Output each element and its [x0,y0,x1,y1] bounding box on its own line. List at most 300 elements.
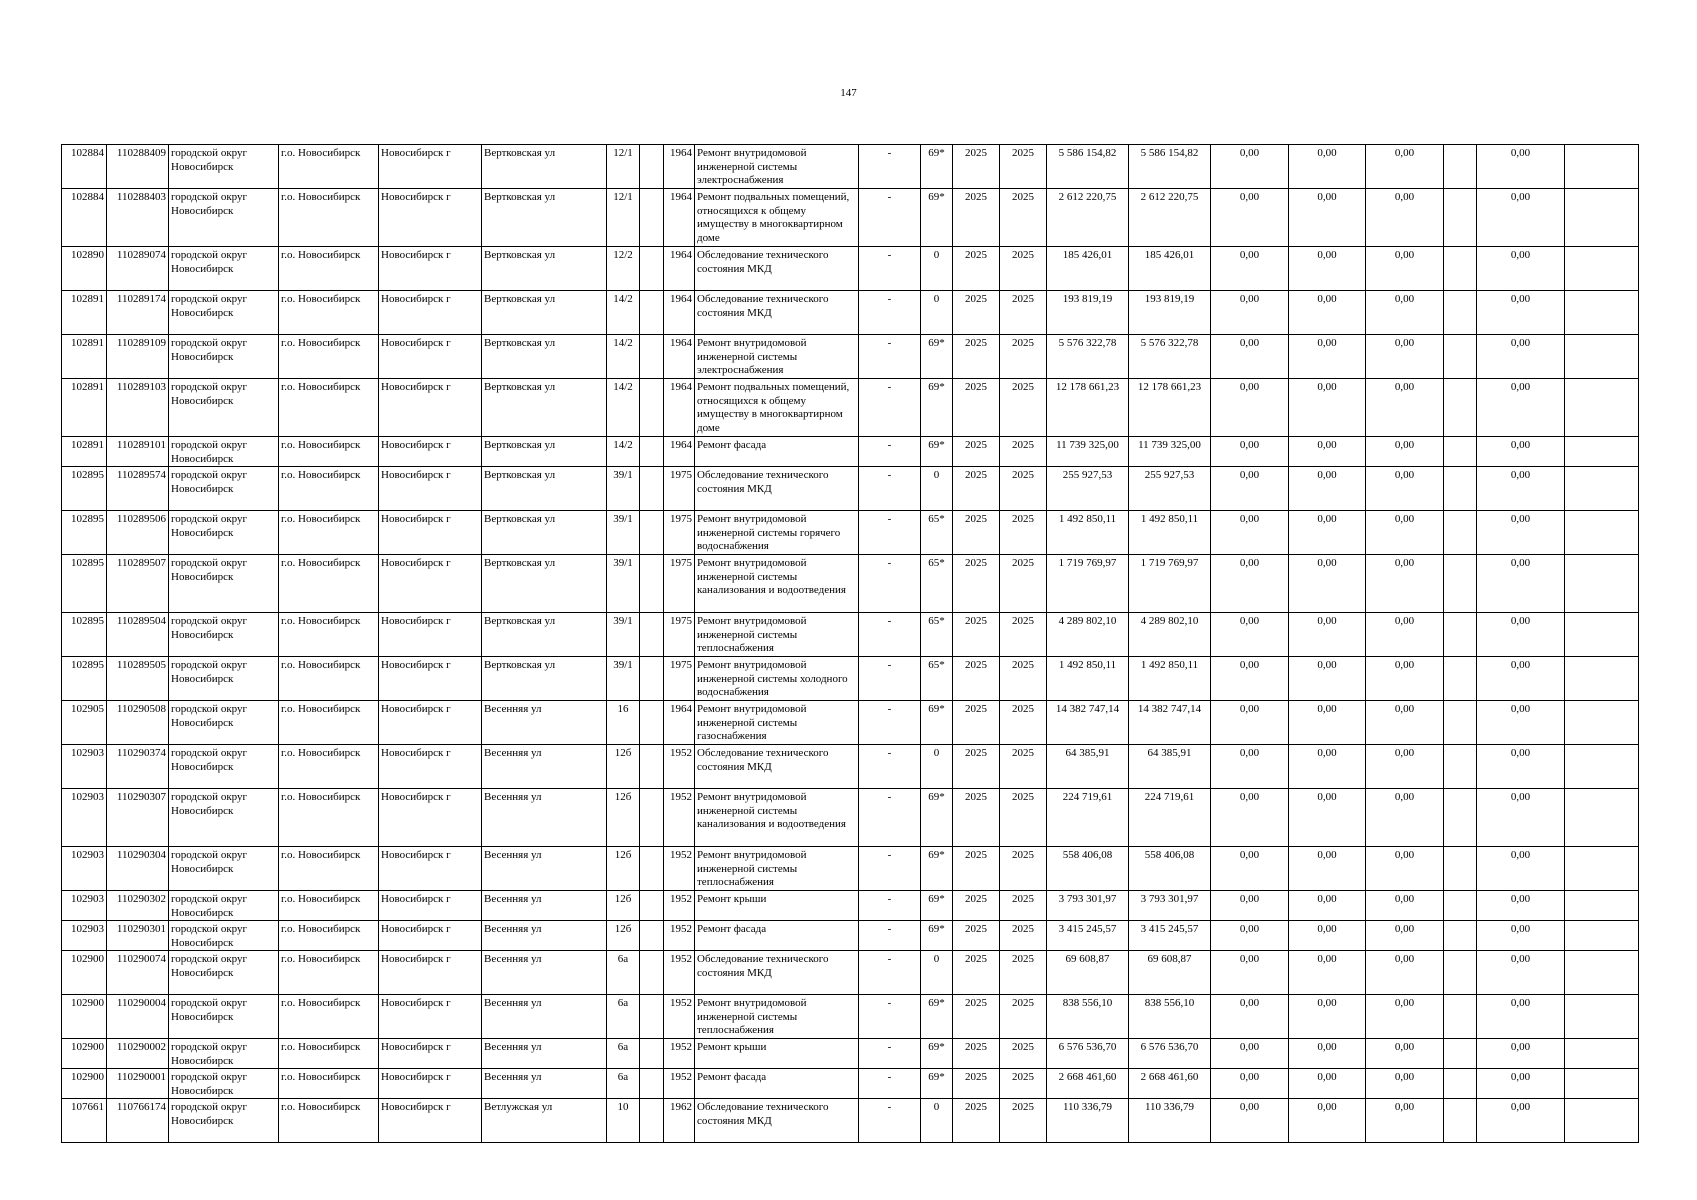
cell-house: 39/1 [607,613,640,657]
work-description: Ремонт фасада [697,1071,767,1083]
cell-year-start: 2025 [953,291,1000,335]
cell-year-end: 2025 [1000,789,1047,847]
cell-amount-3: 0,00 [1366,1069,1444,1099]
cell-percent: 69* [921,145,953,189]
cell-year: 1952 [664,847,695,891]
cell-amount-3: 0,00 [1366,657,1444,701]
work-description: Ремонт внутридомовой инженерной системы канализования и водоотведения [697,791,846,830]
cell-work [695,951,859,995]
cell-work [695,189,859,247]
cell-code: 110290302 [107,891,169,921]
cell-id: 102895 [62,467,107,511]
cell-amount-6 [1565,1039,1639,1069]
cell-amount-2: 0,00 [1289,847,1366,891]
cell-year-start: 2025 [953,1039,1000,1069]
work-description: Обследование технического состояния МКД [697,953,829,979]
cell-amount-2: 0,00 [1289,1069,1366,1099]
cell-district: г.о. Новосибирск [279,437,379,467]
cell-work [695,247,859,291]
cell-house: 14/2 [607,335,640,379]
cell-street: Вертковская ул [482,657,607,701]
cell-municipality: городской округ Новосибирск [169,613,279,657]
cell-city: Новосибирск г [379,1039,482,1069]
cell-amount-2: 0,00 [1289,437,1366,467]
cell-amount-3: 0,00 [1366,789,1444,847]
cell-amount-1: 0,00 [1211,335,1289,379]
cell-house: 6а [607,951,640,995]
cell-year-start: 2025 [953,437,1000,467]
cell-id: 107661 [62,1099,107,1143]
cell-street: Вертковская ул [482,335,607,379]
cell-city: Новосибирск г [379,789,482,847]
cell-street: Вертковская ул [482,437,607,467]
cell-code: 110289101 [107,437,169,467]
cell-total-cost: 1 492 850,11 [1047,657,1129,701]
table-row [62,701,1639,745]
cell-city: Новосибирск г [379,335,482,379]
cell-code: 110289504 [107,613,169,657]
cell-code: 110289174 [107,291,169,335]
cell-fund-cost: 2 668 461,60 [1129,1069,1211,1099]
cell-total-cost: 2 668 461,60 [1047,1069,1129,1099]
cell-extra [640,247,664,291]
cell-year-start: 2025 [953,379,1000,437]
cell-amount-3: 0,00 [1366,335,1444,379]
cell-year-start: 2025 [953,789,1000,847]
cell-dash: - [859,1099,921,1143]
cell-city: Новосибирск г [379,379,482,437]
cell-house: 14/2 [607,291,640,335]
cell-amount-2: 0,00 [1289,1099,1366,1143]
cell-street: Вертковская ул [482,247,607,291]
cell-extra [640,657,664,701]
cell-work [695,657,859,701]
cell-amount-4 [1444,511,1477,555]
cell-code: 110290304 [107,847,169,891]
cell-percent: 65* [921,613,953,657]
cell-amount-1: 0,00 [1211,145,1289,189]
cell-year-end: 2025 [1000,335,1047,379]
work-description: Ремонт внутридомовой инженерной системы электроснабжения [697,147,807,186]
cell-dash: - [859,745,921,789]
cell-district: г.о. Новосибирск [279,657,379,701]
work-description: Ремонт подвальных помещений, относящихся к общему имуществу в многоквартирном доме [697,191,850,244]
work-description: Ремонт внутридомовой инженерной системы холодного водоснабжения [697,659,848,698]
cell-amount-5: 0,00 [1477,437,1565,467]
cell-dash: - [859,189,921,247]
cell-city: Новосибирск г [379,613,482,657]
cell-street: Весенняя ул [482,891,607,921]
cell-work [695,995,859,1039]
work-description: Ремонт подвальных помещений, относящихся к общему имуществу в многоквартирном доме [697,381,850,434]
table-body [62,145,1639,1143]
cell-year-start: 2025 [953,1099,1000,1143]
cell-work [695,467,859,511]
cell-work [695,1039,859,1069]
cell-city: Новосибирск г [379,467,482,511]
cell-extra [640,995,664,1039]
cell-work [695,145,859,189]
work-description: Ремонт внутридомовой инженерной системы теплоснабжения [697,849,807,888]
cell-year: 1964 [664,189,695,247]
cell-amount-6 [1565,379,1639,437]
cell-district: г.о. Новосибирск [279,847,379,891]
cell-amount-3: 0,00 [1366,1039,1444,1069]
cell-year-start: 2025 [953,701,1000,745]
cell-amount-4 [1444,291,1477,335]
cell-amount-4 [1444,789,1477,847]
cell-municipality: городской округ Новосибирск [169,555,279,613]
cell-dash: - [859,145,921,189]
cell-district: г.о. Новосибирск [279,745,379,789]
cell-amount-2: 0,00 [1289,511,1366,555]
work-description: Ремонт внутридомовой инженерной системы канализования и водоотведения [697,557,846,596]
cell-fund-cost: 255 927,53 [1129,467,1211,511]
cell-extra [640,335,664,379]
cell-amount-6 [1565,657,1639,701]
cell-id: 102891 [62,437,107,467]
cell-total-cost: 110 336,79 [1047,1099,1129,1143]
cell-work [695,891,859,921]
cell-amount-5: 0,00 [1477,1039,1565,1069]
cell-amount-5: 0,00 [1477,467,1565,511]
cell-street: Вертковская ул [482,467,607,511]
cell-id: 102900 [62,995,107,1039]
cell-year-start: 2025 [953,951,1000,995]
cell-street: Весенняя ул [482,995,607,1039]
cell-percent: 65* [921,511,953,555]
cell-extra [640,437,664,467]
cell-amount-3: 0,00 [1366,921,1444,951]
cell-amount-3: 0,00 [1366,701,1444,745]
cell-code: 110289506 [107,511,169,555]
cell-municipality: городской округ Новосибирск [169,467,279,511]
cell-amount-2: 0,00 [1289,189,1366,247]
table-row [62,995,1639,1039]
program-table [61,144,1639,1143]
cell-id: 102895 [62,555,107,613]
work-description: Ремонт фасада [697,439,767,451]
cell-municipality: городской округ Новосибирск [169,745,279,789]
cell-id: 102903 [62,847,107,891]
cell-amount-1: 0,00 [1211,437,1289,467]
cell-district: г.о. Новосибирск [279,335,379,379]
cell-percent: 69* [921,379,953,437]
cell-fund-cost: 224 719,61 [1129,789,1211,847]
cell-amount-4 [1444,335,1477,379]
cell-amount-5: 0,00 [1477,891,1565,921]
cell-house: 6а [607,995,640,1039]
cell-year: 1964 [664,379,695,437]
cell-amount-6 [1565,437,1639,467]
cell-fund-cost: 11 739 325,00 [1129,437,1211,467]
table-row [62,657,1639,701]
cell-amount-5: 0,00 [1477,145,1565,189]
cell-fund-cost: 6 576 536,70 [1129,1039,1211,1069]
cell-amount-2: 0,00 [1289,613,1366,657]
table-row [62,511,1639,555]
cell-amount-1: 0,00 [1211,745,1289,789]
cell-percent: 0 [921,291,953,335]
cell-amount-4 [1444,951,1477,995]
cell-extra [640,951,664,995]
cell-year-end: 2025 [1000,291,1047,335]
cell-year: 1952 [664,951,695,995]
cell-code: 110289574 [107,467,169,511]
cell-city: Новосибирск г [379,951,482,995]
cell-municipality: городской округ Новосибирск [169,379,279,437]
cell-fund-cost: 3 793 301,97 [1129,891,1211,921]
cell-dash: - [859,891,921,921]
cell-total-cost: 5 576 322,78 [1047,335,1129,379]
cell-municipality: городской округ Новосибирск [169,1069,279,1099]
cell-year: 1964 [664,145,695,189]
cell-total-cost: 1 719 769,97 [1047,555,1129,613]
table-row [62,437,1639,467]
cell-amount-4 [1444,995,1477,1039]
cell-amount-6 [1565,145,1639,189]
cell-dash: - [859,1069,921,1099]
cell-amount-5: 0,00 [1477,291,1565,335]
cell-municipality: городской округ Новосибирск [169,847,279,891]
cell-city: Новосибирск г [379,921,482,951]
cell-code: 110290074 [107,951,169,995]
cell-street: Весенняя ул [482,745,607,789]
cell-year-end: 2025 [1000,657,1047,701]
cell-year: 1964 [664,335,695,379]
cell-total-cost: 224 719,61 [1047,789,1129,847]
cell-percent: 69* [921,437,953,467]
cell-year-end: 2025 [1000,555,1047,613]
cell-year-end: 2025 [1000,921,1047,951]
cell-percent: 0 [921,247,953,291]
cell-year-end: 2025 [1000,467,1047,511]
cell-amount-4 [1444,555,1477,613]
cell-year: 1964 [664,701,695,745]
cell-amount-6 [1565,291,1639,335]
cell-percent: 69* [921,1069,953,1099]
cell-year-end: 2025 [1000,1099,1047,1143]
cell-year-start: 2025 [953,613,1000,657]
cell-amount-4 [1444,467,1477,511]
cell-fund-cost: 5 576 322,78 [1129,335,1211,379]
table-row [62,555,1639,613]
cell-amount-2: 0,00 [1289,701,1366,745]
cell-year: 1952 [664,745,695,789]
cell-amount-2: 0,00 [1289,921,1366,951]
cell-year-start: 2025 [953,467,1000,511]
cell-amount-3: 0,00 [1366,145,1444,189]
cell-code: 110288403 [107,189,169,247]
cell-amount-2: 0,00 [1289,379,1366,437]
work-description: Обследование технического состояния МКД [697,249,829,275]
cell-code: 110289505 [107,657,169,701]
cell-house: 39/1 [607,657,640,701]
cell-amount-3: 0,00 [1366,951,1444,995]
cell-amount-5: 0,00 [1477,657,1565,701]
cell-house: 12б [607,745,640,789]
cell-code: 110289109 [107,335,169,379]
cell-street: Весенняя ул [482,701,607,745]
cell-amount-3: 0,00 [1366,1099,1444,1143]
cell-amount-3: 0,00 [1366,891,1444,921]
table-row [62,1039,1639,1069]
cell-year-end: 2025 [1000,891,1047,921]
cell-dash: - [859,437,921,467]
cell-amount-2: 0,00 [1289,247,1366,291]
cell-amount-4 [1444,657,1477,701]
cell-amount-5: 0,00 [1477,701,1565,745]
cell-dash: - [859,1039,921,1069]
cell-house: 14/2 [607,379,640,437]
table-row [62,789,1639,847]
cell-amount-6 [1565,789,1639,847]
cell-work [695,745,859,789]
cell-city: Новосибирск г [379,701,482,745]
cell-amount-1: 0,00 [1211,1039,1289,1069]
cell-street: Весенняя ул [482,921,607,951]
cell-district: г.о. Новосибирск [279,145,379,189]
cell-amount-5: 0,00 [1477,511,1565,555]
cell-amount-5: 0,00 [1477,995,1565,1039]
page-number: 147 [840,87,857,99]
cell-dash: - [859,291,921,335]
cell-id: 102891 [62,335,107,379]
cell-year-end: 2025 [1000,189,1047,247]
cell-total-cost: 3 793 301,97 [1047,891,1129,921]
cell-house: 12б [607,921,640,951]
cell-amount-3: 0,00 [1366,555,1444,613]
cell-year-start: 2025 [953,847,1000,891]
table-row [62,189,1639,247]
cell-amount-1: 0,00 [1211,1069,1289,1099]
cell-amount-3: 0,00 [1366,379,1444,437]
cell-amount-1: 0,00 [1211,789,1289,847]
cell-amount-4 [1444,379,1477,437]
cell-id: 102903 [62,789,107,847]
cell-code: 110290002 [107,1039,169,1069]
table-row [62,335,1639,379]
cell-municipality: городской округ Новосибирск [169,657,279,701]
cell-work [695,847,859,891]
cell-house: 12/1 [607,145,640,189]
cell-municipality: городской округ Новосибирск [169,1099,279,1143]
cell-amount-2: 0,00 [1289,555,1366,613]
cell-amount-4 [1444,745,1477,789]
cell-extra [640,555,664,613]
cell-fund-cost: 4 289 802,10 [1129,613,1211,657]
cell-year-start: 2025 [953,189,1000,247]
cell-percent: 69* [921,335,953,379]
cell-year: 1975 [664,613,695,657]
cell-percent: 65* [921,555,953,613]
cell-extra [640,1069,664,1099]
cell-amount-5: 0,00 [1477,247,1565,291]
cell-amount-1: 0,00 [1211,995,1289,1039]
cell-extra [640,745,664,789]
cell-city: Новосибирск г [379,995,482,1039]
cell-amount-2: 0,00 [1289,657,1366,701]
cell-street: Вертковская ул [482,291,607,335]
cell-amount-2: 0,00 [1289,467,1366,511]
cell-amount-6 [1565,995,1639,1039]
cell-dash: - [859,847,921,891]
cell-district: г.о. Новосибирск [279,379,379,437]
cell-year-end: 2025 [1000,1069,1047,1099]
cell-percent: 69* [921,921,953,951]
cell-city: Новосибирск г [379,555,482,613]
cell-street: Вертковская ул [482,555,607,613]
cell-dash: - [859,613,921,657]
cell-id: 102891 [62,379,107,437]
cell-street: Вертковская ул [482,511,607,555]
cell-total-cost: 255 927,53 [1047,467,1129,511]
cell-id: 102895 [62,613,107,657]
cell-amount-4 [1444,891,1477,921]
cell-house: 12б [607,847,640,891]
cell-street: Весенняя ул [482,1039,607,1069]
cell-municipality: городской округ Новосибирск [169,511,279,555]
cell-house: 16 [607,701,640,745]
cell-amount-1: 0,00 [1211,1099,1289,1143]
cell-work [695,613,859,657]
cell-municipality: городской округ Новосибирск [169,701,279,745]
cell-year-end: 2025 [1000,613,1047,657]
cell-amount-1: 0,00 [1211,951,1289,995]
cell-amount-5: 0,00 [1477,379,1565,437]
cell-percent: 69* [921,701,953,745]
cell-extra [640,145,664,189]
work-description: Ремонт крыши [697,893,767,905]
cell-house: 12/1 [607,189,640,247]
cell-total-cost: 1 492 850,11 [1047,511,1129,555]
cell-code: 110289507 [107,555,169,613]
table-row [62,145,1639,189]
cell-fund-cost: 1 719 769,97 [1129,555,1211,613]
cell-amount-4 [1444,847,1477,891]
cell-extra [640,701,664,745]
cell-amount-3: 0,00 [1366,995,1444,1039]
cell-dash: - [859,555,921,613]
cell-amount-1: 0,00 [1211,379,1289,437]
cell-district: г.о. Новосибирск [279,555,379,613]
cell-fund-cost: 12 178 661,23 [1129,379,1211,437]
cell-amount-6 [1565,189,1639,247]
cell-amount-6 [1565,467,1639,511]
cell-city: Новосибирск г [379,847,482,891]
cell-percent: 0 [921,951,953,995]
cell-year-end: 2025 [1000,1039,1047,1069]
table-row [62,891,1639,921]
cell-house: 12б [607,789,640,847]
cell-amount-3: 0,00 [1366,291,1444,335]
cell-percent: 69* [921,189,953,247]
cell-work [695,1069,859,1099]
cell-city: Новосибирск г [379,1099,482,1143]
table-row [62,847,1639,891]
cell-id: 102890 [62,247,107,291]
cell-work [695,1099,859,1143]
cell-code: 110288409 [107,145,169,189]
cell-code: 110290508 [107,701,169,745]
table-row [62,1099,1639,1143]
cell-house: 12/2 [607,247,640,291]
cell-dash: - [859,467,921,511]
cell-year: 1962 [664,1099,695,1143]
work-description: Обследование технического состояния МКД [697,469,829,495]
cell-amount-6 [1565,555,1639,613]
work-description: Обследование технического состояния МКД [697,293,829,319]
